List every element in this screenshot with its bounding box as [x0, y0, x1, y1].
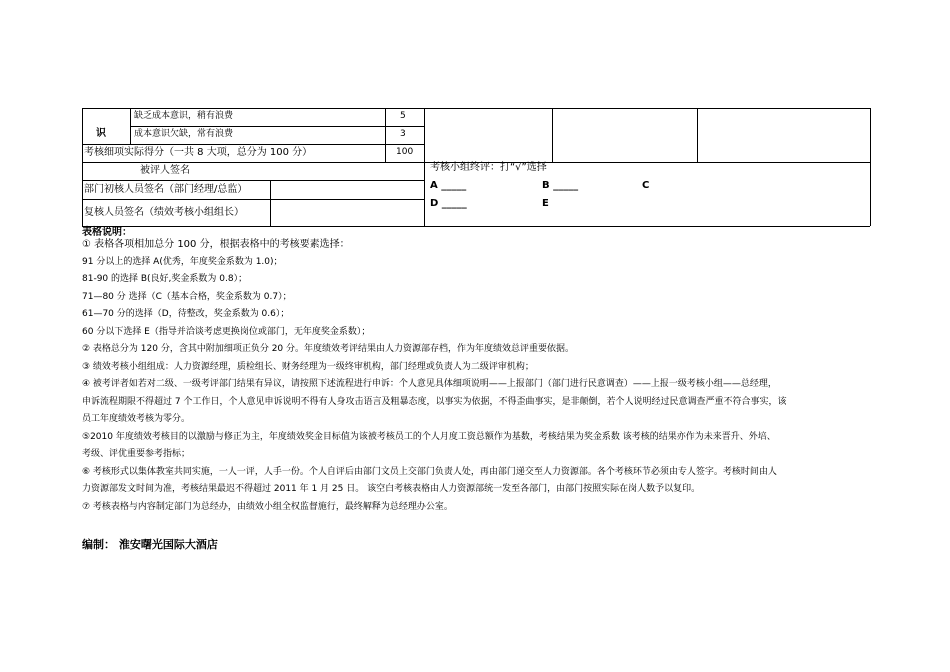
grade-c-rule: 71—80 分 选择（C（基本合格，奖金系数为 0.7）； [82, 292, 292, 302]
final-review-option-d: D _____ [430, 198, 467, 209]
grade-a-rule: 91 分以上的选择 A(优秀，年度奖金系数为 1.0)； [82, 257, 283, 267]
note-1: ① 表格各项相加总分 100 分，根据表格中的考核要素选择： [82, 239, 350, 250]
total-score-label: 考核细项实际得分（一共 8 大项，总分为 100 分） [84, 147, 313, 158]
note-5-line-1: ⑤2010 年度绩效考核目的以激励与修正为主，年度绩效奖金目标值为该被考核员工的个人月度工资总额作为基数，考核结果为奖金系数 该考核的结果亦作为未来晋升、外培、 [82, 432, 776, 442]
final-review-option-c: C [642, 180, 650, 191]
final-review-option-b: B _____ [542, 180, 579, 191]
criteria-row-1-text: 缺乏成本意识，稍有浪费 [134, 111, 234, 121]
total-score-value: 100 [396, 147, 414, 157]
final-review-title: 考核小组终评：打“√”选择 [430, 162, 547, 173]
final-review-option-e: E [542, 198, 549, 209]
criteria-row-1-score: 5 [400, 111, 406, 121]
dept-reviewer-signature-label: 部门初核人员签名（部门经理/总监） [84, 184, 248, 195]
prepared-by: 编制： 淮安曙光国际大酒店 [82, 538, 218, 551]
note-6-line-2: 力资源部发文时间为准，考核结果最迟不得超过 2011 年 1 月 25 日。 该空白考核表格由人力资源部统一发至各部门，由部门按照实际在岗人数予以复印。 [82, 484, 701, 494]
re-reviewer-signature-label: 复核人员签名（绩效考核小组组长） [84, 207, 244, 218]
note-3: ③ 绩效考核小组组成：人力资源经理，质检组长、财务经理为一级终审机构，部门经理或负责人为二级评审机构； [82, 362, 534, 372]
note-5-line-2: 考级、评优重要参考指标； [82, 449, 191, 459]
note-4-line-2: 申诉流程期限不得超过 7 个工作日，个人意见申诉说明不得有人身攻击语言及粗暴态度，以事实为依据，不得歪曲事实，是非颠倒，若个人说明经过民意调查严重不符合事实，该 [82, 397, 787, 407]
final-review-option-a: A _____ [430, 180, 467, 191]
criteria-row-2-score: 3 [400, 129, 406, 139]
criteria-row-2-text: 成本意识欠缺，常有浪费 [134, 129, 234, 139]
grade-e-rule: 60 分以下选择 E（指导并洽谈考虑更换岗位或部门，无年度奖金系数）； [82, 327, 371, 337]
note-2: ② 表格总分为 120 分，含其中附加细项正负分 20 分。年度绩效考评结果由人力资源部存档，作为年度绩效总评重要依据。 [82, 344, 575, 354]
grade-b-rule: 81-90 的选择 B(良好,奖金系数为 0.8）； [82, 274, 248, 284]
note-4-line-1: ④ 被考评者如若对二级、一级考评部门结果有异议，请按照下述流程进行申诉：个人意见具体细项说明——上报部门（部门进行民意调查）——上报一级考核小组——总经理， [82, 379, 777, 389]
note-7: ⑦ 考核表格与内容制定部门为总经办，由绩效小组全权监督施行，最终解释为总经理办公室。 [82, 502, 453, 512]
reviewee-signature-label: 被评人签名 [140, 165, 190, 176]
grade-d-rule: 61—70 分的选择（D，待整改，奖金系数为 0.6）； [82, 309, 290, 319]
section-label: 识 [96, 128, 106, 139]
note-4-line-3: 员工年度绩效考核为零分。 [82, 414, 191, 424]
note-6-line-1: ⑥ 考核形式以集体教室共同实施，一人一评，人手一份。个人自评后由部门文员上交部门负责人处，再由部门递交至人力资源部。各个考核环节必须由专人签字。考核时间由人 [82, 467, 777, 477]
notes-heading: 表格说明： [82, 227, 132, 238]
